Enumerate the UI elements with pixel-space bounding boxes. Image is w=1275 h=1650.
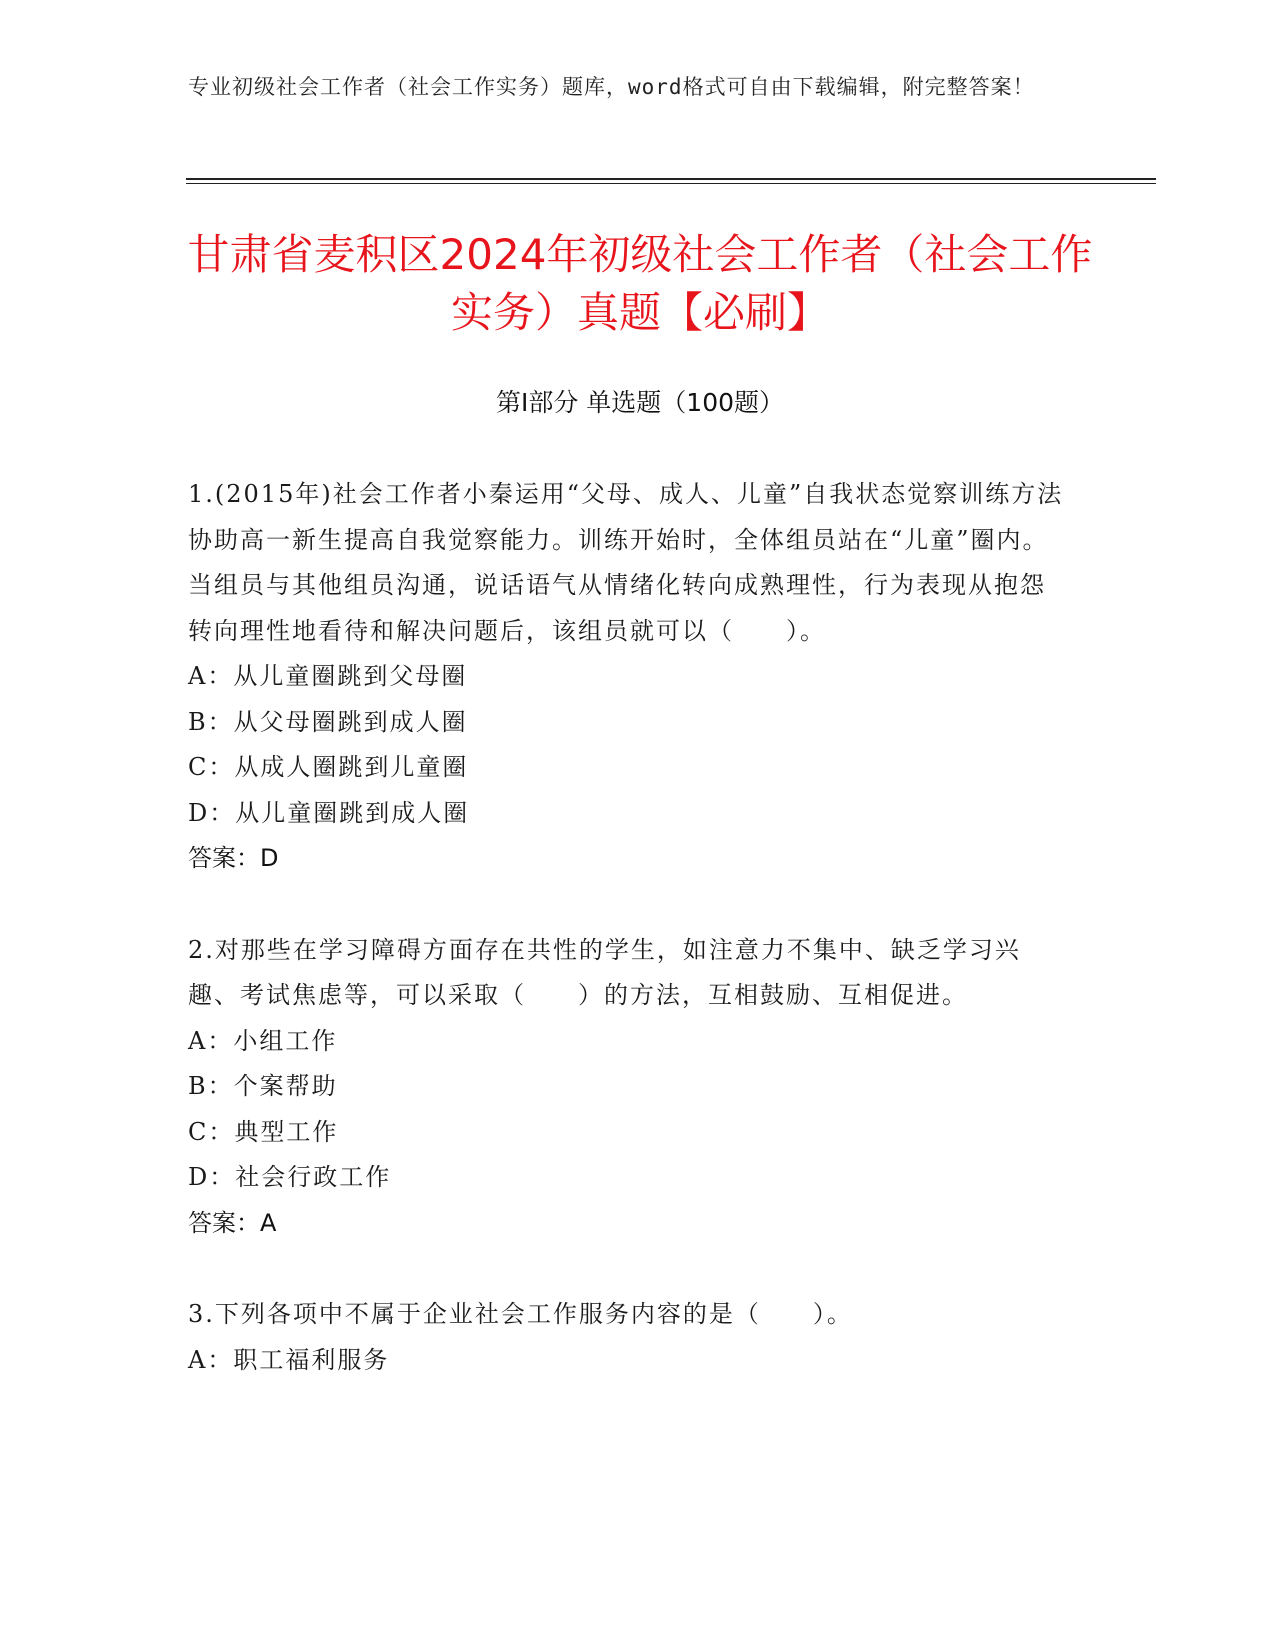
option-a: A：职工福利服务 [188,1345,390,1374]
answer: 答案：D [188,844,279,872]
header-divider-thin [186,183,1156,184]
question-stem: 3.下列各项中不属于企业社会工作服务内容的是（ ）。 [188,1300,853,1328]
question-stem: 2.对那些在学习障碍方面存在共性的学生，如注意力不集中、缺乏学习兴趣、考试焦虑等，可以采取（ ）的方法，互相鼓励、互相促进。 [188,935,1021,1009]
option-b: B：从父母圈跳到成人圈 [188,707,468,736]
question-3 [188,1292,1068,1383]
option-c: C：从成人圈跳到儿童圈 [188,753,469,781]
option-d: D：社会行政工作 [188,1163,392,1191]
option-c: C：典型工作 [188,1117,339,1146]
section-title: 第Ⅰ部分 单选题（100题） [495,388,785,417]
document-title: 甘肃省麦积区2024年初级社会工作者（社会工作实务）真题【必刷】 [187,230,1093,337]
question-stem: 1.(2015年)社会工作者小秦运用“父母、成人、儿童”自我状态觉察训练方法协助高一新生提高自我觉察能力。训练开始时，全体组员站在“儿童”圈内。当组员与其他组员沟通，说话语气从情绪化转向成熟理性，行为表现从抱怨转向理性地看待和解决问题后，该组员就可以（ ）。 [188,480,1064,645]
question-list [188,472,1068,1429]
option-a: A：从儿童圈跳到父母圈 [188,662,468,690]
answer: 答案：A [188,1208,277,1237]
option-b: B：个案帮助 [188,1072,338,1100]
question-1 [188,472,1068,882]
question-2 [188,928,1068,1247]
option-a: A：小组工作 [188,1026,338,1055]
header-note: 专业初级社会工作者（社会工作实务）题库，word格式可自由下载编辑，附完整答案！ [188,75,1035,99]
header-divider [186,178,1156,180]
option-d: D：从儿童圈跳到成人圈 [188,798,470,827]
